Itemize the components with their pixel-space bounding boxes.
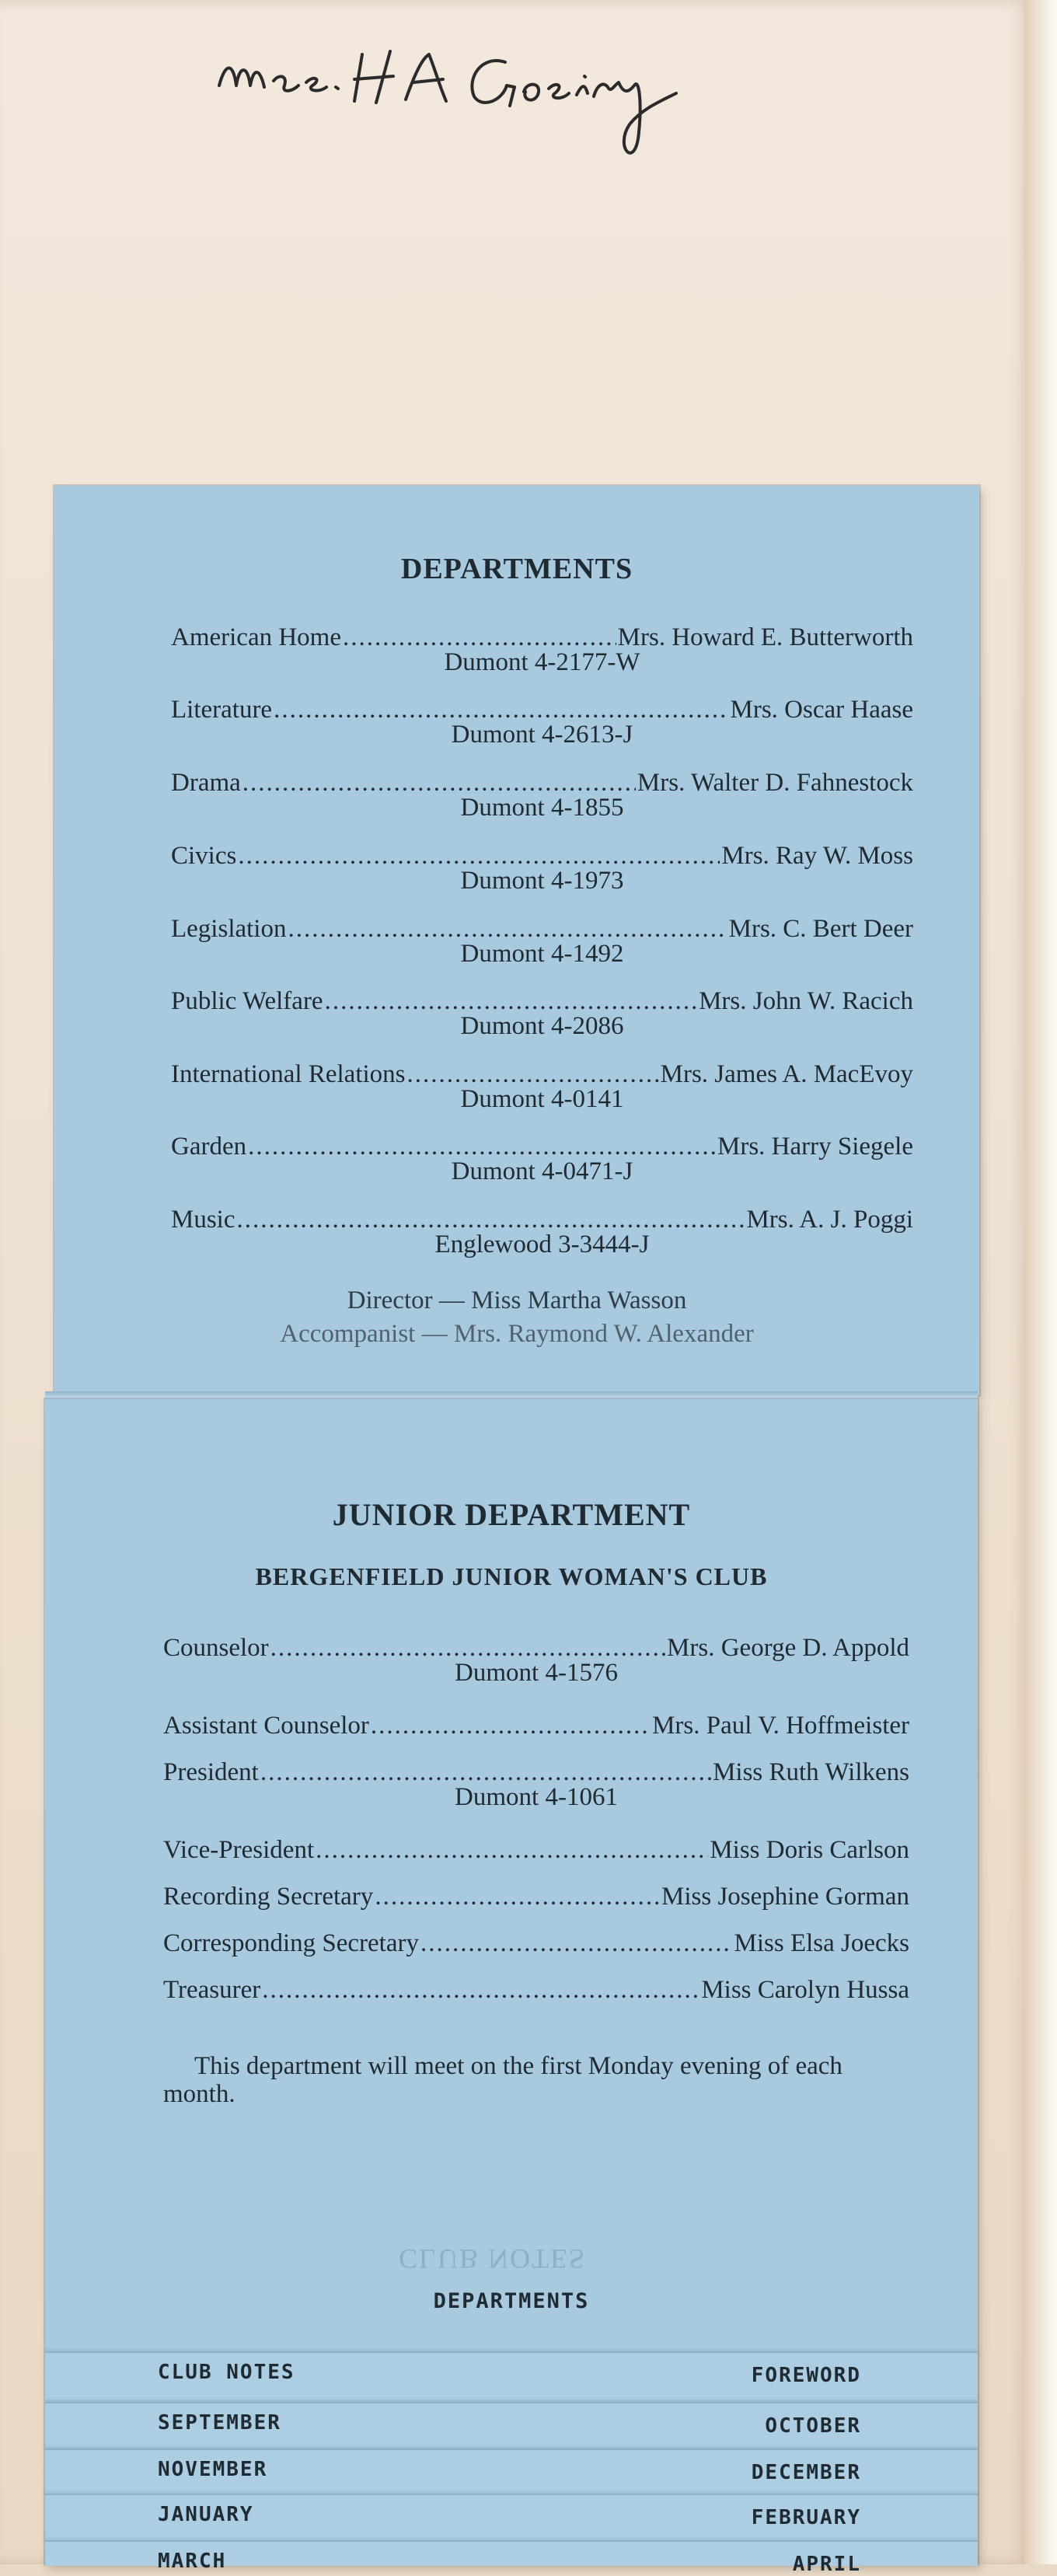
handwritten-signature bbox=[210, 31, 692, 171]
officer-entry bbox=[163, 1928, 909, 1959]
music-accompanist: Accompanist — Mrs. Raymond W. Alexander bbox=[280, 1320, 754, 1348]
officer-name: Miss Ruth Wilkens bbox=[713, 1758, 909, 1786]
meeting-note: This department will meet on the first Monday evening of each month. bbox=[163, 2052, 842, 2108]
tab-club-notes[interactable]: CLUB NOTES bbox=[158, 2361, 295, 2384]
cover-edge bbox=[1024, 0, 1057, 2564]
department-chair: Mrs. Walter D. Fahnestock bbox=[637, 769, 913, 797]
officer-entry bbox=[163, 1881, 909, 1912]
tab-foreword[interactable]: FOREWORD bbox=[751, 2364, 861, 2387]
leader-dots bbox=[316, 1834, 708, 1866]
department-name: Garden bbox=[171, 1133, 247, 1161]
leader-dots bbox=[375, 1881, 660, 1912]
officer-role: Recording Secretary bbox=[163, 1883, 374, 1911]
signature-drawing bbox=[210, 31, 692, 171]
department-phone: Dumont 4-1973 bbox=[460, 867, 624, 895]
department-chair: Mrs. John W. Racich bbox=[699, 987, 913, 1015]
department-phone: Dumont 4-2177-W bbox=[444, 648, 640, 676]
department-phone: Dumont 4-0471-J bbox=[451, 1157, 633, 1185]
department-phone: Dumont 4-2086 bbox=[460, 1012, 624, 1040]
department-chair: Mrs. Harry Siegele bbox=[717, 1133, 913, 1161]
department-chair: Mrs. Oscar Haase bbox=[730, 696, 913, 724]
officer-phone: Dumont 4-1061 bbox=[455, 1783, 618, 1811]
tab-april[interactable]: APRIL bbox=[792, 2553, 861, 2576]
leader-dots bbox=[262, 1974, 699, 2005]
officer-entry bbox=[163, 1974, 909, 2005]
tab-row[interactable] bbox=[45, 2494, 978, 2542]
tab-row[interactable] bbox=[45, 2540, 978, 2576]
department-entry bbox=[171, 622, 913, 676]
department-entry bbox=[171, 913, 913, 968]
tab-january[interactable]: JANUARY bbox=[158, 2503, 254, 2526]
department-name: Drama bbox=[171, 769, 241, 797]
department-chair: Mrs. James A. MacEvoy bbox=[660, 1060, 913, 1088]
officer-name: Mrs. Paul V. Hoffmeister bbox=[652, 1712, 909, 1740]
officer-name: Miss Doris Carlson bbox=[710, 1836, 909, 1864]
officer-phone: Dumont 4-1576 bbox=[455, 1659, 618, 1687]
department-chair: Mrs. C. Bert Deer bbox=[728, 915, 913, 943]
department-phone: Dumont 4-1855 bbox=[460, 794, 624, 822]
officer-role: President bbox=[163, 1758, 259, 1786]
officer-role: Vice-President bbox=[163, 1836, 315, 1864]
leader-dots bbox=[420, 1928, 733, 1959]
department-phone: Dumont 4-2613-J bbox=[451, 721, 633, 749]
tab-row[interactable] bbox=[45, 2351, 978, 2400]
department-phone: Dumont 4-0141 bbox=[460, 1085, 624, 1113]
officer-role: Counselor bbox=[163, 1634, 269, 1662]
department-entry bbox=[171, 840, 913, 895]
department-name: Public Welfare bbox=[171, 987, 323, 1015]
department-name: International Relations bbox=[171, 1060, 406, 1088]
officer-role: Corresponding Secretary bbox=[163, 1929, 419, 1957]
officer-name: Miss Elsa Joecks bbox=[734, 1929, 909, 1957]
department-chair: Mrs. Howard E. Butterworth bbox=[617, 623, 913, 651]
tab-row[interactable] bbox=[45, 2449, 978, 2497]
officer-name: Miss Carolyn Hussa bbox=[701, 1976, 909, 2004]
officer-entry bbox=[163, 1757, 909, 1811]
tab-march[interactable]: MARCH bbox=[158, 2550, 227, 2573]
departments-title: DEPARTMENTS bbox=[400, 553, 633, 585]
bleed-through-text: CLUB NOTES bbox=[399, 2243, 587, 2274]
department-entry bbox=[171, 694, 913, 749]
department-phone: Englewood 3-3444-J bbox=[434, 1230, 650, 1258]
department-name: American Home bbox=[171, 623, 341, 651]
tab-november[interactable]: NOVEMBER bbox=[158, 2458, 268, 2481]
tab-february[interactable]: FEBRUARY bbox=[751, 2506, 861, 2529]
department-name: Literature bbox=[171, 696, 273, 724]
department-entry bbox=[171, 1131, 913, 1185]
tab-september[interactable]: SEPTEMBER bbox=[158, 2411, 281, 2435]
department-name: Legislation bbox=[171, 915, 287, 943]
music-director: Director — Miss Martha Wasson bbox=[347, 1286, 687, 1314]
department-entry bbox=[171, 767, 913, 822]
department-entry bbox=[171, 1204, 913, 1258]
junior-subtitle: BERGENFIELD JUNIOR WOMAN'S CLUB bbox=[255, 1562, 768, 1590]
department-name: Civics bbox=[171, 842, 237, 870]
officer-entry bbox=[163, 1834, 909, 1866]
tab-row[interactable] bbox=[45, 2402, 978, 2450]
junior-title: JUNIOR DEPARTMENT bbox=[332, 1497, 691, 1532]
department-chair: Mrs. A. J. Poggi bbox=[746, 1206, 913, 1234]
officer-role: Assistant Counselor bbox=[163, 1712, 369, 1740]
department-entry bbox=[171, 1059, 913, 1113]
officer-name: Mrs. George D. Appold bbox=[667, 1634, 909, 1662]
tab-december[interactable]: DECEMBER bbox=[751, 2461, 861, 2484]
department-phone: Dumont 4-1492 bbox=[460, 940, 624, 968]
departments-card bbox=[54, 486, 979, 1395]
tab-header-departments: DEPARTMENTS bbox=[433, 2289, 590, 2313]
department-name: Music bbox=[171, 1206, 235, 1234]
tab-october[interactable]: OCTOBER bbox=[765, 2414, 861, 2438]
officer-role: Treasurer bbox=[163, 1976, 261, 2004]
officer-entry bbox=[163, 1632, 909, 1687]
officer-entry bbox=[163, 1710, 909, 1741]
leader-dots bbox=[371, 1710, 651, 1741]
department-chair: Mrs. Ray W. Moss bbox=[721, 842, 913, 870]
officer-name: Miss Josephine Gorman bbox=[661, 1883, 909, 1911]
department-entry bbox=[171, 986, 913, 1040]
